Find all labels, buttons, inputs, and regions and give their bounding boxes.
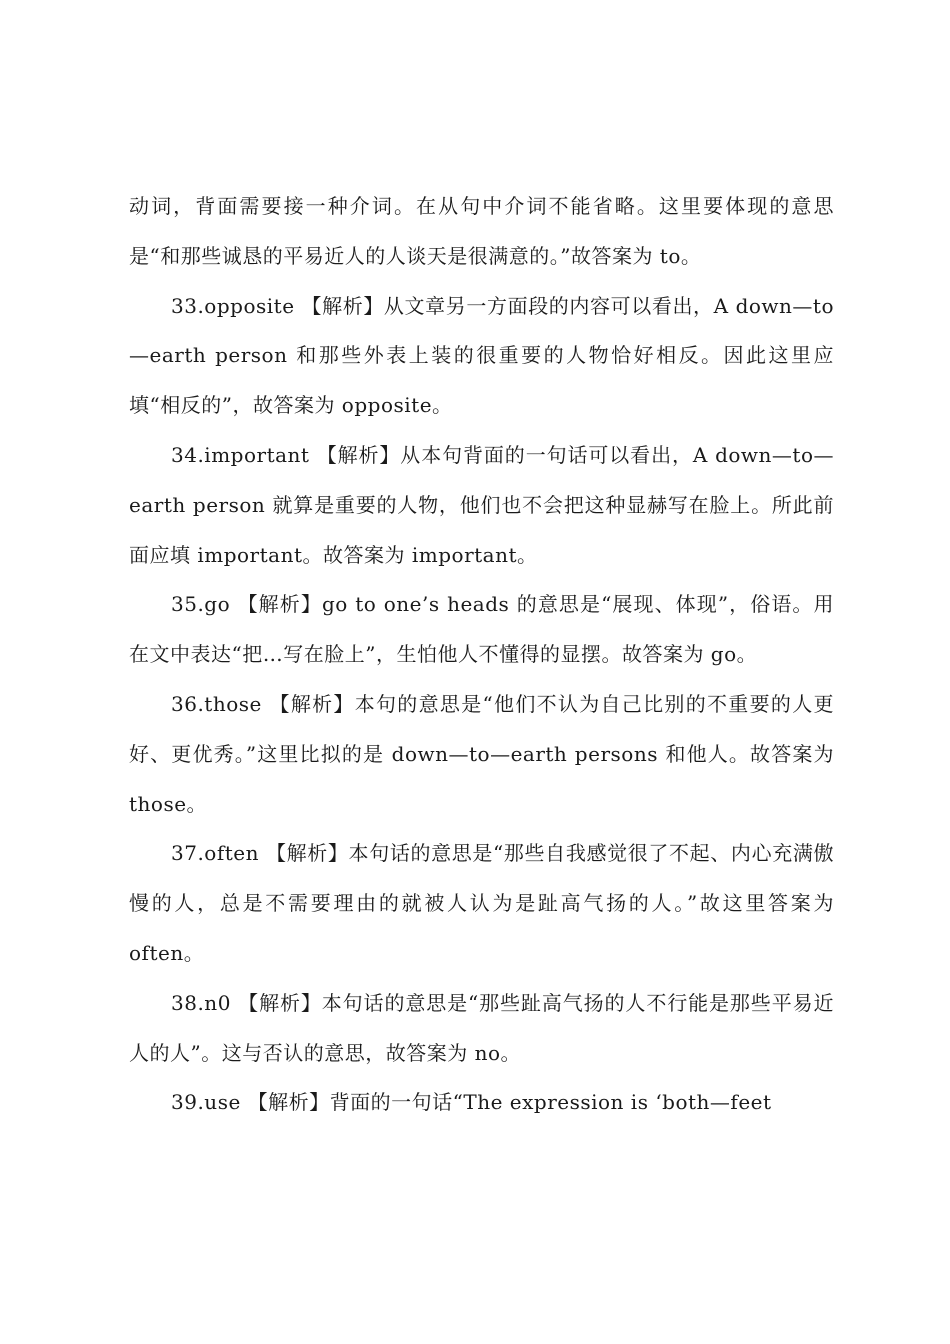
paragraph-answer-38: 38.n0 【解析】本句话的意思是“那些趾高气扬的人不行能是那些平易近人的人”。这与否认的意思，故答案为 no。 — [129, 990, 834, 1065]
paragraph-answer-39: 39.use 【解析】背面的一句话“The expression is ‘both—feet — [171, 1090, 772, 1115]
document-body — [129, 182, 834, 1128]
paragraph-answer-34: 34.important 【解析】从本句背面的一句话可以看出，A down—to—earth person 就算是重要的人物，他们也不会把这种显赫写在脸上。所此前面应填 important。故答案为 important。 — [129, 442, 834, 567]
paragraph-answer-36: 36.those 【解析】本句的意思是“他们不认为自己比别的不重要的人更好、更优秀。”这里比拟的是 down—to—earth persons 和他人。故答案为 those。 — [129, 691, 834, 816]
paragraph-continued: 动词，背面需要接一种介词。在从句中介词不能省略。这里要体现的意思是“和那些诚恳的平易近人的人谈天是很满意的。”故答案为 to。 — [129, 194, 834, 268]
paragraph-answer-37: 37.often 【解析】本句话的意思是“那些自我感觉很了不起、内心充满傲慢的人，总是不需要理由的就被人认为是趾高气扬的人。”故这里答案为 often。 — [129, 841, 834, 965]
paragraph-answer-33: 33.opposite 【解析】从文章另一方面段的内容可以看出，A down—to—earth person 和那些外表上装的很重要的人物恰好相反。因此这里应填“相反的”，故答案为 opposite。 — [129, 293, 834, 418]
paragraph-answer-35: 35.go 【解析】go to one’s heads 的意思是“展现、体现”，俗语。用在文中表达“把…写在脸上”，生怕他人不懂得的显摆。故答案为 go。 — [129, 592, 834, 667]
